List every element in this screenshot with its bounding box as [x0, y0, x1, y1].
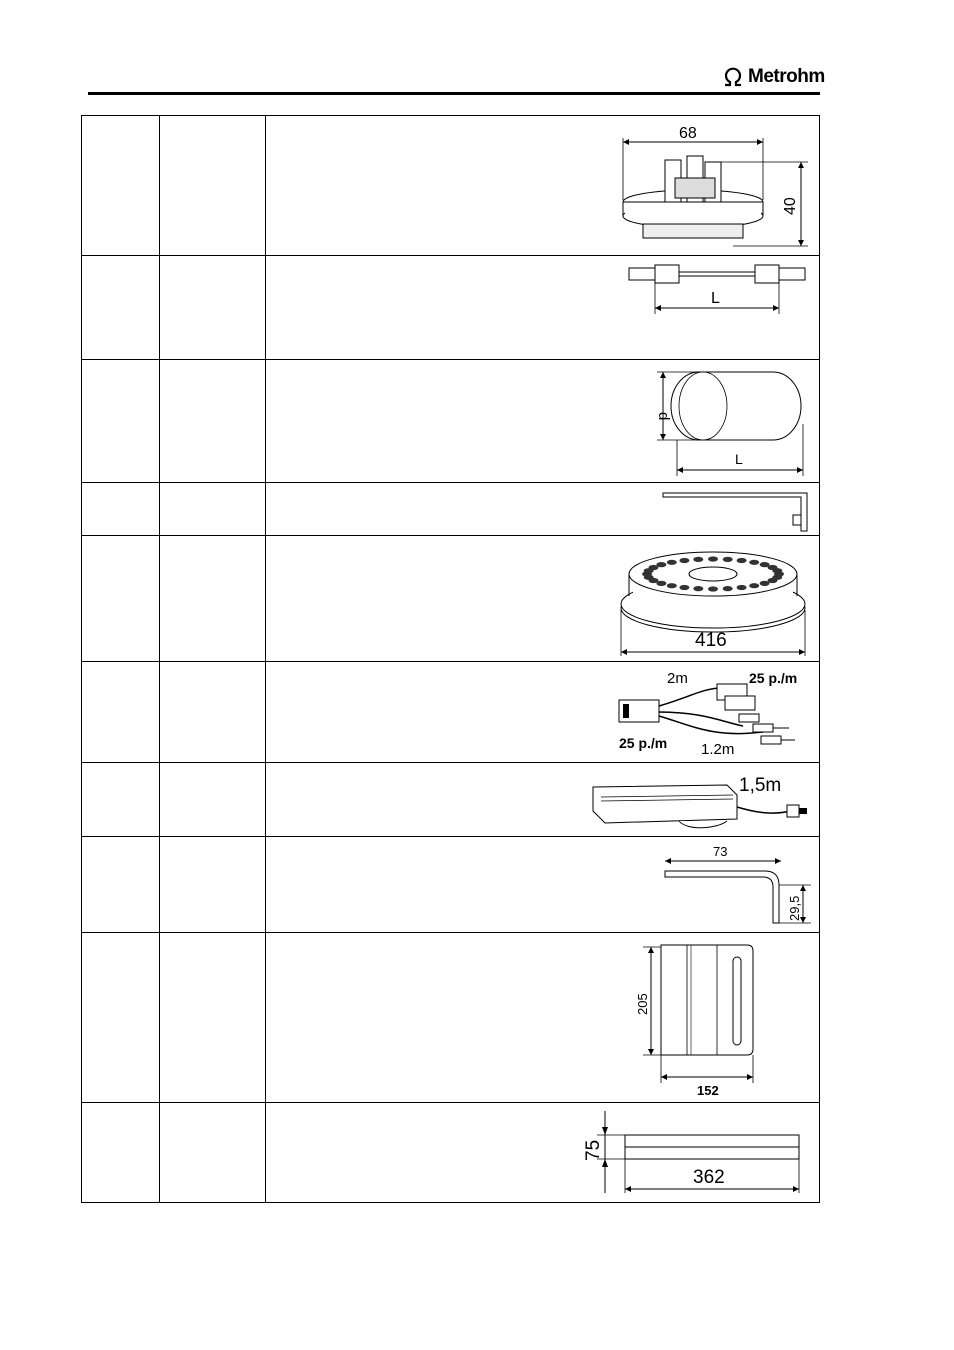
order-number-cell — [82, 116, 160, 256]
parts-table — [81, 115, 820, 1203]
connector-head-drawing — [613, 120, 813, 252]
height-label: 40 — [782, 197, 799, 215]
quantity-cell — [160, 662, 266, 763]
table-row — [82, 360, 820, 483]
description-cell — [266, 116, 820, 256]
quantity-cell — [160, 116, 266, 256]
description-cell — [266, 933, 820, 1103]
angle-rod-drawing — [661, 487, 811, 533]
width-label: 73 — [713, 844, 728, 859]
rack-hole — [772, 568, 782, 573]
length-label: 362 — [693, 1167, 725, 1188]
quantity-cell — [160, 837, 266, 933]
rack-hole — [708, 586, 718, 591]
rack-hole — [656, 562, 666, 567]
table-row — [82, 116, 820, 256]
description-cell — [266, 1103, 820, 1203]
order-number-cell — [82, 763, 160, 837]
brand-header — [722, 64, 825, 90]
order-number-cell — [82, 662, 160, 763]
description-cell — [266, 483, 820, 536]
description-cell — [266, 763, 820, 837]
length-label: L — [735, 451, 743, 467]
table-row — [82, 536, 820, 662]
description-cell — [266, 662, 820, 763]
brand-name: Metrohm — [748, 66, 825, 87]
rack-hole — [679, 585, 689, 590]
header-rule — [88, 92, 820, 95]
table-row — [82, 933, 820, 1103]
sample-rack-drawing — [613, 540, 813, 658]
cable-length-label: 1,5m — [739, 775, 782, 796]
rack-hole — [667, 583, 677, 588]
table-row — [82, 1103, 820, 1203]
rack-hole — [708, 556, 718, 561]
description-cell — [266, 256, 820, 360]
tube-drawing — [629, 262, 809, 322]
description-cell — [266, 536, 820, 662]
order-number-cell — [82, 360, 160, 483]
height-label: 205 — [635, 993, 650, 1015]
rack-hole — [723, 557, 733, 562]
cable-drawing — [613, 666, 813, 756]
quantity-cell — [160, 1103, 266, 1203]
rack-hole — [749, 583, 759, 588]
rack-hole — [737, 585, 747, 590]
pins-b-label: 25 p./m — [619, 735, 668, 751]
quantity-cell — [160, 256, 266, 360]
table-row — [82, 256, 820, 360]
height-label: 75 — [583, 1139, 604, 1161]
pins-a-label: 25 p./m — [749, 670, 798, 686]
plate-drawing — [635, 937, 789, 1099]
table-row — [82, 483, 820, 536]
table-row — [82, 662, 820, 763]
order-number-cell — [82, 536, 160, 662]
bracket-drawing — [655, 841, 815, 931]
order-number-cell — [82, 256, 160, 360]
quantity-cell — [160, 536, 266, 662]
rack-hole — [723, 586, 733, 591]
description-cell — [266, 837, 820, 933]
quantity-cell — [160, 763, 266, 837]
order-number-cell — [82, 1103, 160, 1203]
omega-icon — [722, 66, 744, 88]
width-label: 152 — [697, 1083, 719, 1098]
rack-hole — [693, 557, 703, 562]
stirring-bar-drawing — [651, 364, 811, 478]
quantity-cell — [160, 360, 266, 483]
order-number-cell — [82, 933, 160, 1103]
quantity-cell — [160, 483, 266, 536]
cable-a-label: 2m — [667, 670, 688, 687]
width-label: 68 — [679, 125, 697, 142]
description-cell — [266, 360, 820, 483]
height-label: 29,5 — [787, 895, 802, 921]
keypad-drawing — [587, 767, 813, 833]
quantity-cell — [160, 933, 266, 1103]
order-number-cell — [82, 837, 160, 933]
order-number-cell — [82, 483, 160, 536]
rack-hole — [693, 586, 703, 591]
rack-hole — [749, 560, 759, 565]
diameter-label: 416 — [695, 630, 727, 651]
rack-hole — [737, 558, 747, 563]
rack-hole — [760, 581, 770, 586]
diameter-label: d — [655, 412, 672, 421]
table-row — [82, 837, 820, 933]
length-label: L — [711, 290, 720, 307]
rack-hole — [667, 560, 677, 565]
table-row — [82, 763, 820, 837]
rack-hole — [679, 558, 689, 563]
base-bar-drawing — [581, 1107, 811, 1199]
cable-b-label: 1.2m — [701, 741, 735, 758]
